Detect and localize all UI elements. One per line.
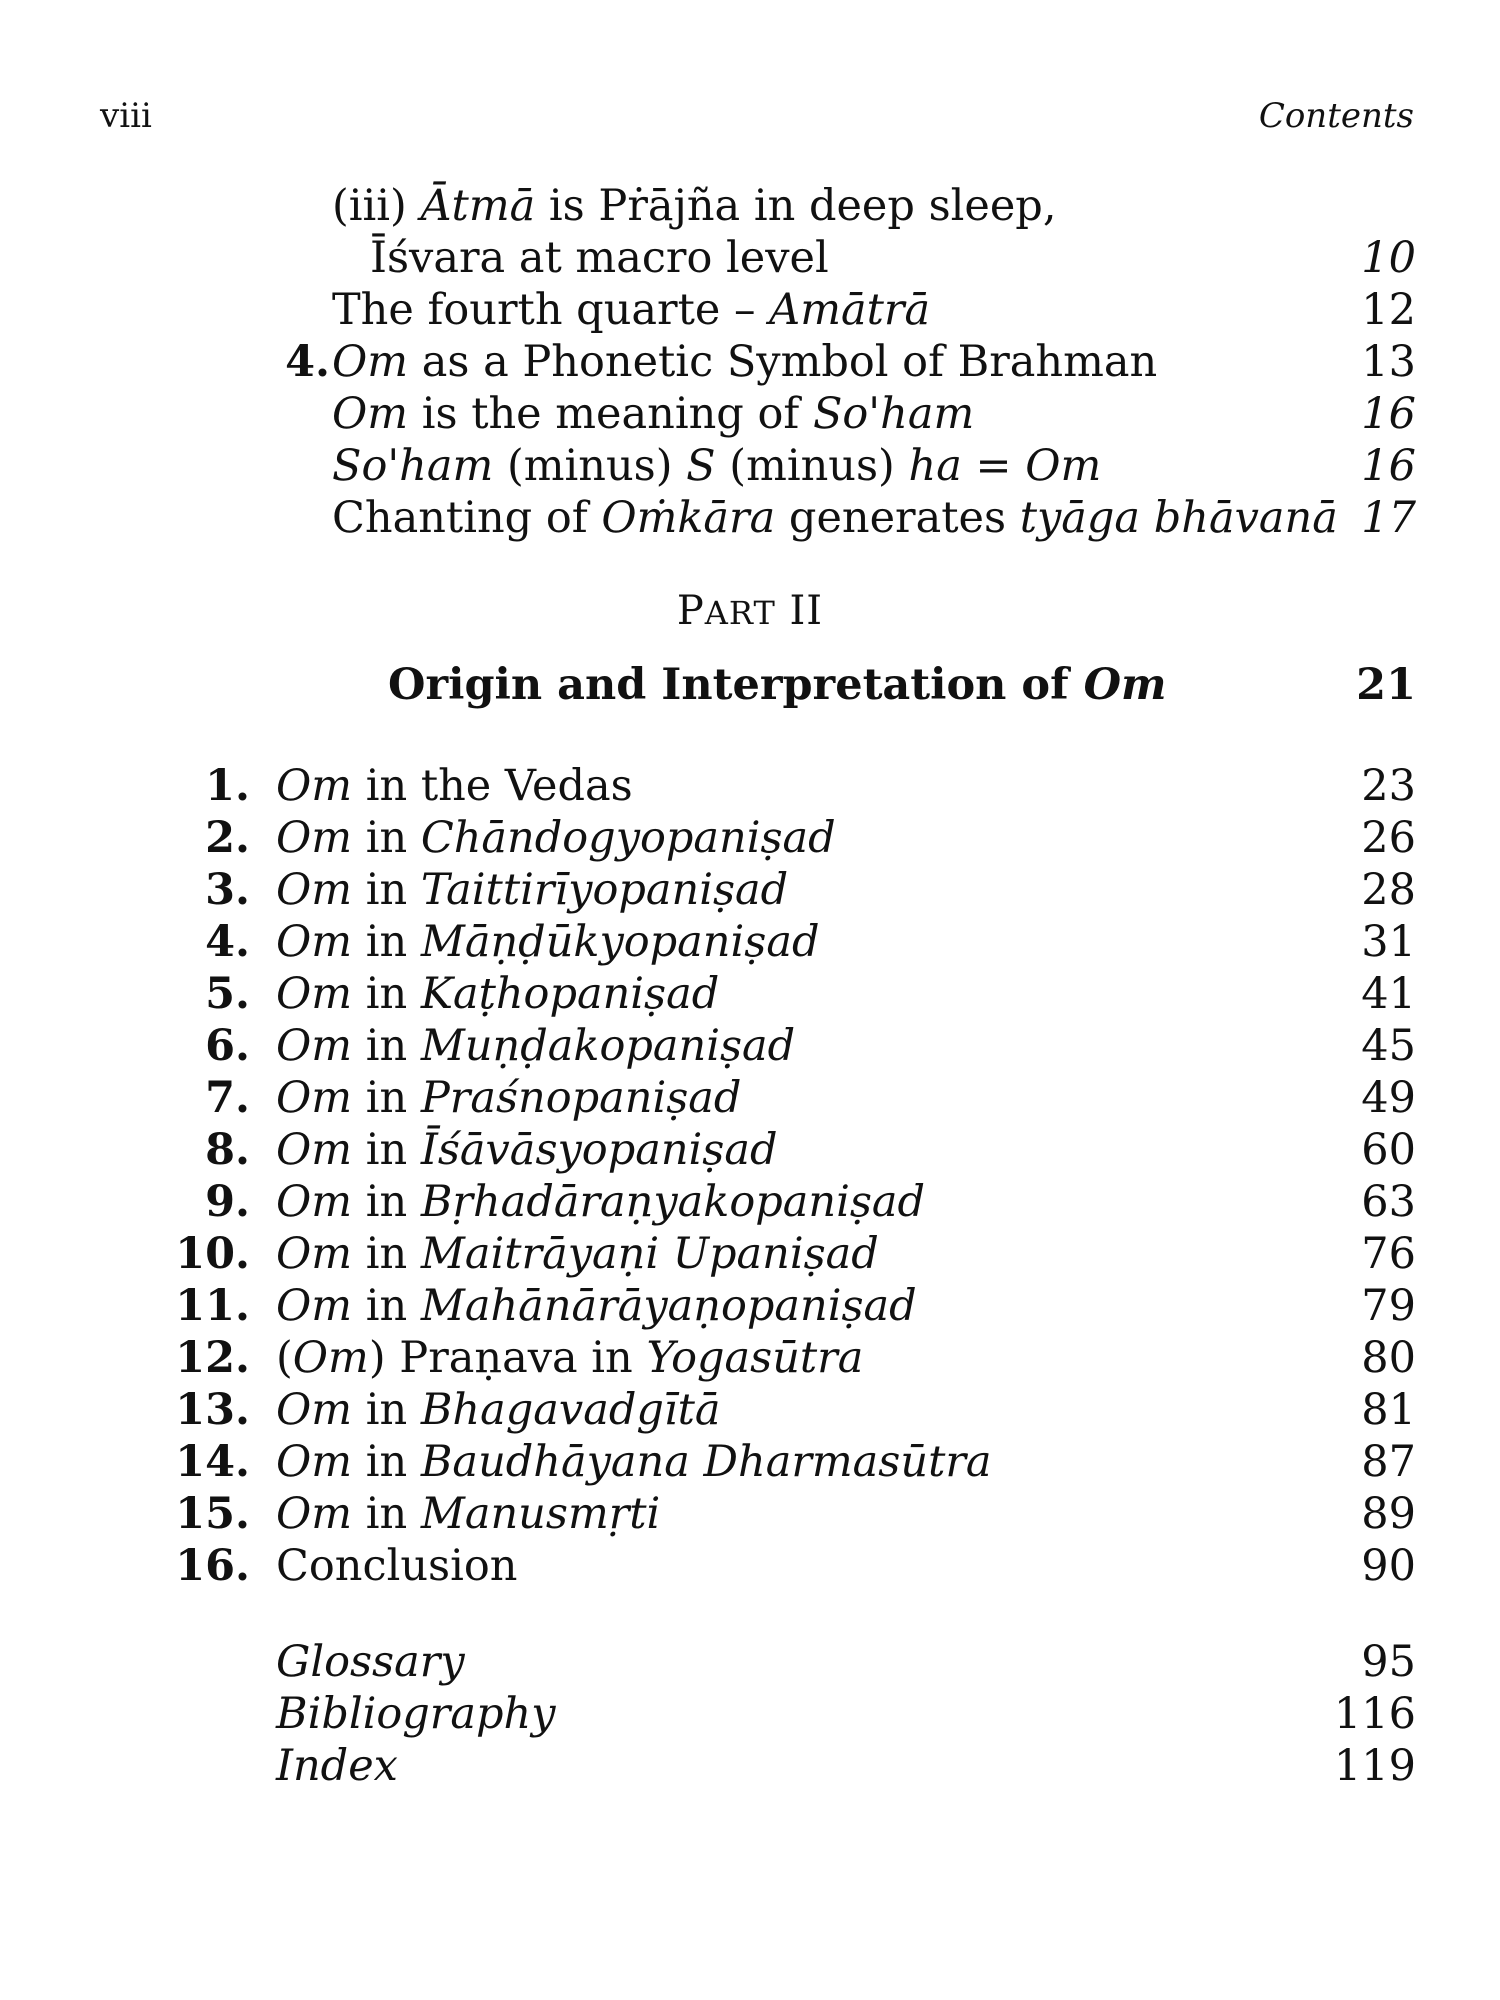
toc-entry[interactable] [0,180,1500,232]
toc-entry[interactable] [0,336,1500,388]
chapter-entry[interactable] [0,1436,1500,1488]
entry-page-number: 95 [1361,1637,1416,1687]
entry-page-number: 89 [1361,1489,1416,1539]
entry-title: (iii) Ātmā is Pṙājña in deep sleep, [332,181,1057,231]
chapter-entry[interactable] [0,1176,1500,1228]
entry-title: Om in Praśnopaniṣad [276,1073,742,1123]
entry-number: 5. [205,969,250,1019]
chapter-entry[interactable] [0,916,1500,968]
entry-number: 11. [175,1281,250,1331]
chapter-entry[interactable] [0,968,1500,1020]
entry-page-number: 10 [1361,233,1416,283]
entry-page-number: 49 [1361,1073,1416,1123]
entry-title: Om as a Phonetic Symbol of Brahman [332,337,1158,387]
entry-title: So'ham (minus) S (minus) ha = Om [332,441,1102,491]
entry-number: 4. [285,337,330,387]
entry-number: 6. [205,1021,250,1071]
entry-number: 3. [205,865,250,915]
entry-page-number: 26 [1361,813,1416,863]
entry-number: 4. [205,917,250,967]
entry-title: Chanting of Oṁkāra generates tyāga bhāvanā [332,493,1338,543]
entry-number: 7. [205,1073,250,1123]
part-heading-title [388,660,1167,710]
part-heading-page: 21 [1356,660,1416,710]
entry-number: 16. [175,1541,250,1591]
part-heading-italic: Om [1083,660,1167,710]
entry-title: Bibliography [276,1689,556,1739]
chapter-entry[interactable] [0,1228,1500,1280]
entry-page-number: 13 [1361,337,1416,387]
part-heading-text: Origin and Interpretation of [388,660,1084,710]
chapter-entry[interactable] [0,1488,1500,1540]
chapter-entry[interactable] [0,1280,1500,1332]
folio: viii [100,96,152,136]
entry-title: Om in Bhagavadgītā [276,1385,721,1435]
backmatter-entry[interactable] [0,1740,1500,1792]
entry-page-number: 12 [1361,285,1416,335]
part-label-numeral: II [789,588,824,634]
page-header [0,96,1500,140]
entry-page-number: 45 [1361,1021,1416,1071]
entry-title: Om in Īśāvāsyopaniṣad [276,1125,778,1175]
entry-page-number: 87 [1361,1437,1416,1487]
entry-page-number: 28 [1361,865,1416,915]
entry-title: Om in Maitrāyaṇi Upaniṣad [276,1229,879,1279]
part-heading[interactable] [0,660,1500,716]
entry-number: 9. [205,1177,250,1227]
toc-entry[interactable] [0,232,1500,284]
entry-page-number: 119 [1333,1741,1416,1791]
chapter-entry[interactable] [0,864,1500,916]
entry-page-number: 76 [1361,1229,1416,1279]
entry-page-number: 16 [1361,441,1416,491]
entry-page-number: 63 [1361,1177,1416,1227]
entry-page-number: 17 [1361,493,1416,543]
entry-title: (Om) Praṇava in Yogasūtra [276,1333,864,1383]
entry-title: Om in Kaṭhopaniṣad [276,969,720,1019]
entry-page-number: 31 [1361,917,1416,967]
entry-number: 13. [175,1385,250,1435]
part-label [0,588,1500,634]
part-label-smallcaps: ART [704,594,776,632]
entry-title: Om in Mahānārāyaṇopaniṣad [276,1281,917,1331]
entry-page-number: 80 [1361,1333,1416,1383]
backmatter-entry[interactable] [0,1688,1500,1740]
entry-number: 8. [205,1125,250,1175]
running-head: Contents [1258,96,1414,136]
entry-title: Om is the meaning of So'ham [332,389,975,439]
part1-toc-tail [0,180,1500,544]
entry-title: Om in Chāndogyopaniṣad [276,813,836,863]
entry-title: Om in Taittirīyopaniṣad [276,865,789,915]
toc-entry[interactable] [0,440,1500,492]
entry-number: 14. [175,1437,250,1487]
entry-title: Om in Manusmṛti [276,1489,661,1539]
toc-entry[interactable] [0,388,1500,440]
entry-title: The fourth quarte – Amātrā [332,285,931,335]
chapter-entry[interactable] [0,1332,1500,1384]
entry-title: Īśvara at macro level [370,233,829,283]
entry-page-number: 60 [1361,1125,1416,1175]
entry-number: 1. [205,761,250,811]
entry-page-number: 16 [1361,389,1416,439]
entry-page-number: 90 [1361,1541,1416,1591]
chapter-entry[interactable] [0,1124,1500,1176]
entry-page-number: 23 [1361,761,1416,811]
entry-number: 12. [175,1333,250,1383]
part-label-initial: P [676,588,705,634]
chapter-entry[interactable] [0,760,1500,812]
entry-number: 10. [175,1229,250,1279]
backmatter-list [0,1636,1500,1792]
chapter-entry[interactable] [0,1072,1500,1124]
entry-title: Om in Māṇḍūkyopaniṣad [276,917,820,967]
entry-number: 15. [175,1489,250,1539]
toc-entry[interactable] [0,284,1500,336]
chapter-list [0,760,1500,1592]
chapter-entry[interactable] [0,1384,1500,1436]
toc-entry[interactable] [0,492,1500,544]
entry-title: Om in Bṛhadāraṇyakopaniṣad [276,1177,926,1227]
entry-title: Om in the Vedas [276,761,633,811]
entry-number: 2. [205,813,250,863]
entry-title: Conclusion [276,1541,518,1591]
entry-title: Glossary [276,1637,465,1687]
chapter-entry[interactable] [0,812,1500,864]
backmatter-entry[interactable] [0,1636,1500,1688]
entry-page-number: 79 [1361,1281,1416,1331]
entry-title: Om in Muṇḍakopaniṣad [276,1021,796,1071]
entry-page-number: 41 [1361,969,1416,1019]
chapter-entry[interactable] [0,1540,1500,1592]
entry-page-number: 81 [1361,1385,1416,1435]
chapter-entry[interactable] [0,1020,1500,1072]
entry-page-number: 116 [1333,1689,1416,1739]
entry-title: Om in Baudhāyana Dharmasūtra [276,1437,992,1487]
entry-title: Index [276,1741,398,1791]
